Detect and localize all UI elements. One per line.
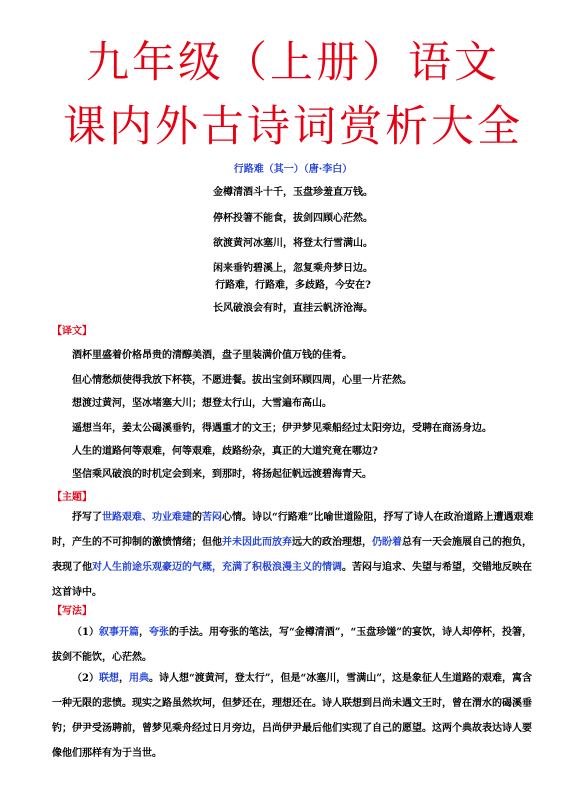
theme-text: 总有一天会施展自己的抱负，表现了他 [52, 537, 532, 573]
method-number: （2） [72, 673, 99, 684]
theme-highlight: 苦闷 [202, 512, 222, 523]
translation-line: 想渡过黄河，坚冰堵塞大川；想登太行山，大雪遍布高山。 [72, 398, 332, 409]
theme-highlight: 世路艰难、功业难建 [102, 512, 192, 523]
method-text: 的手法。用夸张的笔法，写“金樽清酒”，“玉盘珍馐”的宴饮，诗人却停杯，投箸，拔剑不能饮，心茫然。 [52, 627, 532, 663]
method-heading: 【写法】 [52, 606, 92, 617]
method-text: 。诗人想“渡黄河，登太行”，但是“冰塞川，雪满山”，这是象征人生道路的艰难，寓含一种无限的悲愤。现实之路虽然坎坷，但梦还在，理想还在。诗人联想到吕尚未遇文王时，曾在渭水的碣溪垂钓；伊尹受汤聘前，曾梦见乘舟经过日月旁边，吕尚伊尹最后他们实现了自己的愿望。这两个典故表达诗人要像他们那样有为于当世。 [52, 673, 532, 759]
theme-highlight: 仍盼着 [372, 537, 402, 548]
translation-line: 但心情愁烦使得我放下杯筷，不愿进餐。拔出宝剑环顾四周，心里一片茫然。 [72, 375, 412, 386]
translation-line: 坚信乘风破浪的时机定会到来，到那时，将扬起征帆远渡碧海青天。 [72, 469, 372, 480]
method-paragraph-1 [52, 620, 540, 670]
verse-line: 行路难，行路难，多歧路，今安在? [215, 280, 371, 291]
verse-line: 闲来垂钓碧溪上，忽复乘舟梦日边。 [213, 263, 373, 274]
method-highlight: 联想 [98, 673, 119, 684]
verse-line: 长风破浪会有时，直挂云帆济沧海。 [213, 303, 373, 314]
theme-text: 的 [192, 512, 202, 523]
page-title: 九年级（上册）语文 [86, 38, 500, 88]
theme-text: 远大的政治理想， [292, 537, 372, 548]
translation-line: 遥想当年，姜太公碣溪垂钓，得遇重才的文王；伊尹梦见乘船经过太阳旁边，受聘在商汤身边。 [72, 423, 492, 434]
theme-highlight: 对人生前途乐观豪迈的气概，充满了积极浪漫主义的情调 [92, 562, 342, 573]
verse-line: 停杯投箸不能食，拔剑四顾心茫然。 [213, 213, 373, 224]
theme-text: 。苦闷与追求、失望与希望，交错地反映在这首诗中。 [52, 562, 532, 598]
method-paragraph-2 [52, 666, 540, 766]
translation-line: 酒杯里盛着价格昂贵的清醇美酒，盘子里装满价值万钱的佳肴。 [72, 350, 352, 361]
method-highlight: 夸张 [148, 627, 169, 638]
method-number: （1） [72, 627, 99, 638]
poem-title: 行路难（其一）（唐·李白） [233, 164, 353, 175]
theme-text: 抒写了 [72, 512, 102, 523]
translation-heading: 【译文】 [52, 326, 92, 337]
theme-text: 心情。诗以“行路难”比喻世道险阻，抒写了诗人在政治道路上遭遇艰难时，产生的不可抑制的激愤情绪；但他 [52, 512, 534, 548]
theme-paragraph [52, 505, 540, 605]
theme-heading: 【主题】 [52, 492, 92, 503]
method-highlight: 叙事开篇 [98, 627, 139, 638]
verse-line: 金樽清酒斗十千，玉盘珍羞直万钱。 [213, 187, 373, 198]
theme-highlight: 并未因此而放弃 [222, 537, 292, 548]
page-subtitle: 课内外古诗词赏析大全 [63, 102, 523, 152]
method-highlight: 用典 [128, 673, 149, 684]
method-text: ， [118, 673, 129, 684]
method-text: ， [138, 627, 149, 638]
translation-line: 人生的道路何等艰难，何等艰难，歧路纷杂，真正的大道究竟在哪边? [72, 446, 378, 457]
verse-line: 欲渡黄河冰塞川，将登太行雪满山。 [213, 238, 373, 249]
